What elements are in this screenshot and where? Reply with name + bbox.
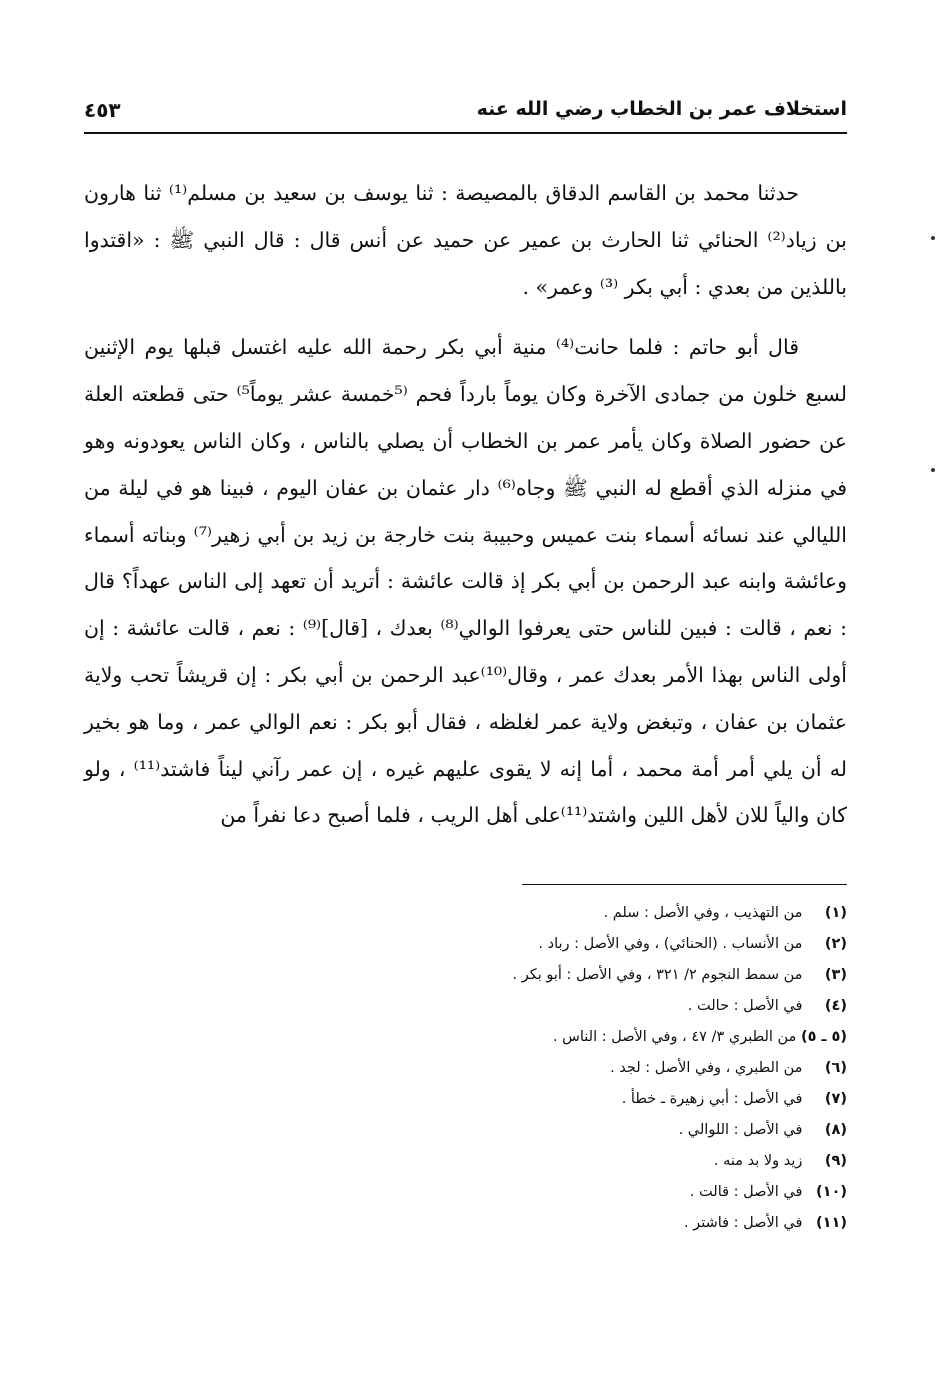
footnote-text: في الأصل : اللوالي . <box>678 1122 803 1138</box>
footnote-item <box>147 1022 847 1053</box>
footnote-text: في الأصل : حالت . <box>687 998 803 1014</box>
footnote-item <box>147 929 847 960</box>
page-header <box>84 96 847 130</box>
header-divider <box>84 132 847 134</box>
main-text <box>84 170 847 839</box>
footnote-number: (٩) <box>824 1153 847 1169</box>
footnote-text: من سمط النجوم ٢/ ٣٢١ ، وفي الأصل : أبو بكر . <box>512 967 803 983</box>
footnote-item <box>147 898 847 929</box>
footnote-number: (٥ ـ ٥) <box>800 1029 847 1045</box>
running-title: استخلاف عمر بن الخطاب رضي الله عنه <box>476 98 847 120</box>
footnote-text: في الأصل : أبي زهيرة ـ خطأ . <box>621 1091 803 1107</box>
footnote-item <box>147 1053 847 1084</box>
footnote-number: (٤) <box>824 998 847 1014</box>
footnote-text: من التهذيب ، وفي الأصل : سلم . <box>603 905 803 921</box>
footnote-item <box>147 960 847 991</box>
footnote-text: في الأصل : فاشتر . <box>683 1215 803 1231</box>
footnote-text: من الطبري ٣/ ٤٧ ، وفي الأصل : الناس . <box>552 1029 797 1045</box>
footnote-item <box>147 1208 847 1239</box>
footnote-number: (١) <box>824 905 847 921</box>
footnotes <box>147 898 847 1239</box>
footnote-item <box>147 1146 847 1177</box>
footnote-text: من الطبري ، وفي الأصل : لجد . <box>610 1060 803 1076</box>
footnote-divider <box>522 884 847 885</box>
footnote-number: (٨) <box>824 1122 847 1138</box>
footnote-text: في الأصل : قالت . <box>689 1184 803 1200</box>
footnote-text: من الأنساب . (الحنائي) ، وفي الأصل : رباد . <box>538 936 803 952</box>
footnote-item <box>147 1084 847 1115</box>
page-number: ٤٥٣ <box>84 98 121 122</box>
scan-mark <box>931 236 935 240</box>
footnote-number: (٢) <box>824 936 847 952</box>
footnote-number: (٦) <box>824 1060 847 1076</box>
paragraph-hadith: حدثنا محمد بن القاسم الدقاق بالمصيصة : ثنا يوسف بن سعيد بن مسلم⁽¹⁾ ثنا هارون بن زياد⁽²⁾ الحنائي ثنا الحارث بن عمير عن حميد عن أنس قال : قال النبي ﷺ : «اقتدوا باللذين من بعدي : أبي بكر ⁽³⁾ وعمر» . <box>84 181 847 299</box>
footnote-text: زيد ولا بد منه . <box>713 1153 803 1169</box>
scan-mark <box>931 468 935 472</box>
footnote-item <box>147 1177 847 1208</box>
paragraph-narrative: قال أبو حاتم : فلما حانت⁽⁴⁾ منية أبي بكر رحمة الله عليه اغتسل قبلها يوم الإثنين لسبع خلون من جمادى الآخرة وكان يوماً بارداً فحم ⁽⁵خمسة عشر يوماً⁵⁾ حتى قطعته العلة عن حضور الصلاة وكان يأمر عمر بن الخطاب أن يصلي بالناس ، وكان الناس يعودونه وهو في منزله الذي أقطع له النبي ﷺ وجاه⁽⁶⁾ دار عثمان بن عفان اليوم ، فبينا هو في ليلة من الليالي عند نسائه أسماء بنت عميس وحبيبة بنت خارجة بن زيد بن أبي زهير⁽⁷⁾ وبناته أسماء وعائشة وابنه عبد الرحمن بن أبي بكر إذ قالت عائشة : أتريد أن تعهد إلى الناس عهداً؟ قال : نعم ، قالت : فبين للناس حتى يعرفوا الوالي⁽⁸⁾ بعدك ، [قال]⁽⁹⁾ : نعم ، قالت عائشة : إن أولى الناس بهذا الأمر بعدك عمر ، وقال⁽¹⁰⁾عبد الرحمن بن أبي بكر : إن قريشاً تحب ولاية عثمان بن عفان ، وتبغض ولاية عمر لغلظه ، فقال أبو بكر : نعم الوالي عمر ، وما هو بخير له أن يلي أمر أمة محمد ، أما إنه لا يقوى عليهم غيره ، إن عمر رآني ليناً فاشتد⁽¹¹⁾ ، ولو كان والياً للان لأهل اللين واشتد⁽¹¹⁾على أهل الريب ، فلما أصبح دعا نفراً من <box>84 335 847 828</box>
footnote-number: (٣) <box>824 967 847 983</box>
footnote-number: (١١) <box>816 1215 847 1231</box>
footnote-number: (٧) <box>824 1091 847 1107</box>
footnote-item <box>147 991 847 1022</box>
footnote-number: (١٠) <box>816 1184 847 1200</box>
footnote-item <box>147 1115 847 1146</box>
